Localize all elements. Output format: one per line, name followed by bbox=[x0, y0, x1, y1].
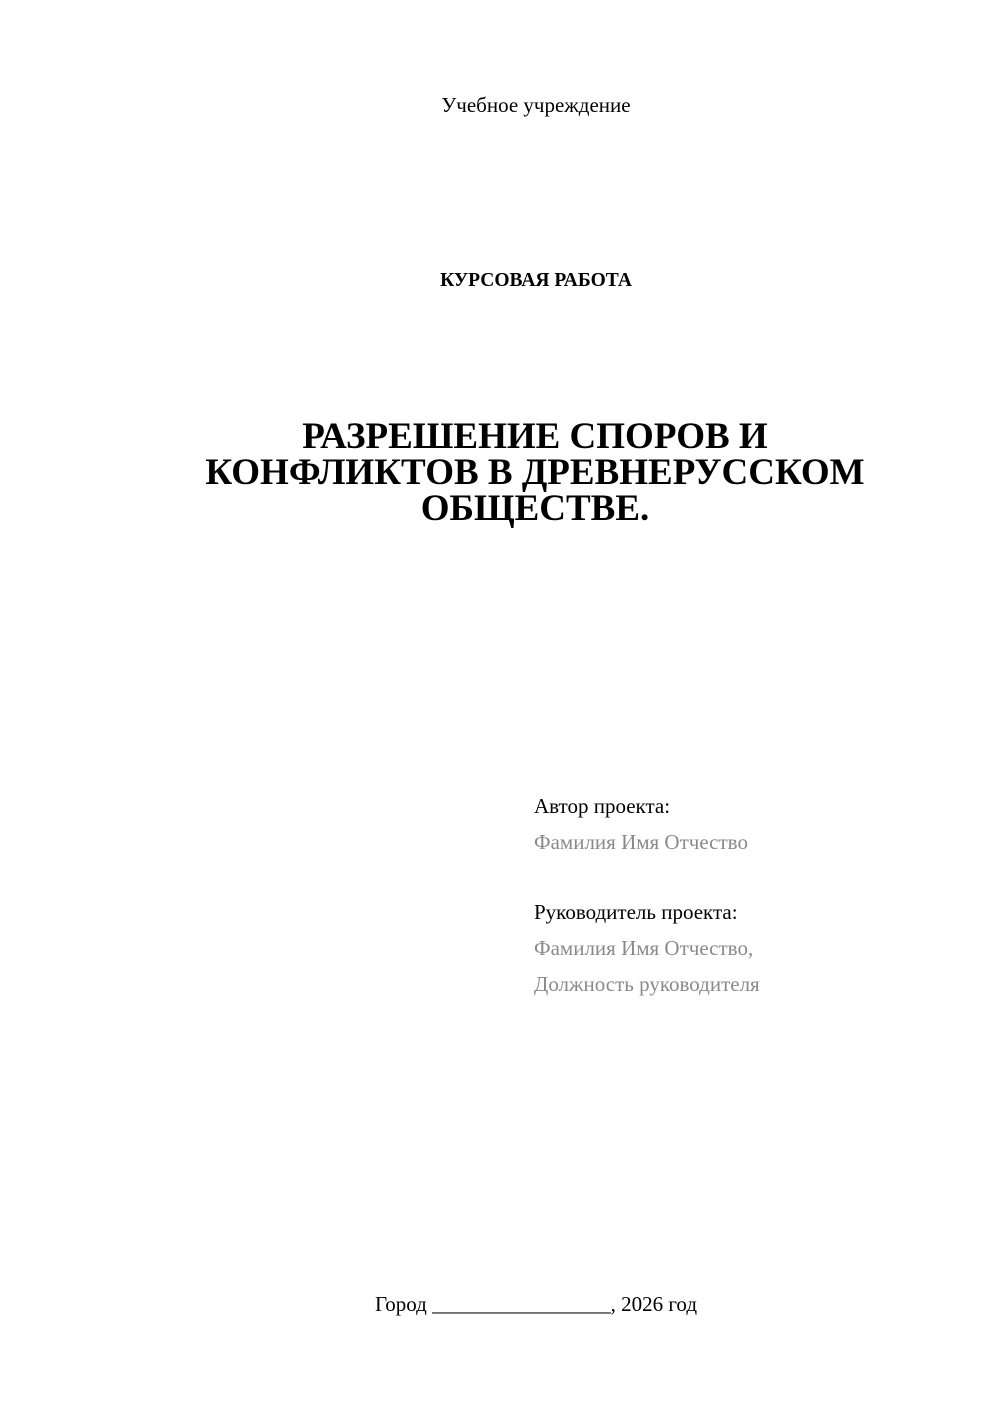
title-line-1: РАЗРЕШЕНИЕ СПОРОВ И bbox=[302, 416, 768, 457]
city-year-line: Город _________________, 2026 год bbox=[374, 1292, 698, 1316]
title-line-3: ОБЩЕСТВЕ. bbox=[420, 488, 650, 529]
document-type: КУРСОВАЯ РАБОТА bbox=[440, 270, 632, 291]
title-line-2: КОНФЛИКТОВ В ДРЕВНЕРУССКОМ bbox=[205, 452, 865, 493]
author-name: Фамилия Имя Отчество bbox=[534, 830, 748, 854]
author-label: Автор проекта: bbox=[534, 794, 671, 818]
institution-name: Учебное учреждение bbox=[441, 93, 631, 117]
supervisor-position: Должность руководителя bbox=[534, 972, 760, 996]
credits-block bbox=[534, 788, 974, 1002]
supervisor-label: Руководитель проекта: bbox=[534, 900, 738, 924]
document-title bbox=[150, 416, 920, 529]
credits-spacer bbox=[534, 860, 974, 894]
supervisor-name: Фамилия Имя Отчество, bbox=[534, 936, 754, 960]
